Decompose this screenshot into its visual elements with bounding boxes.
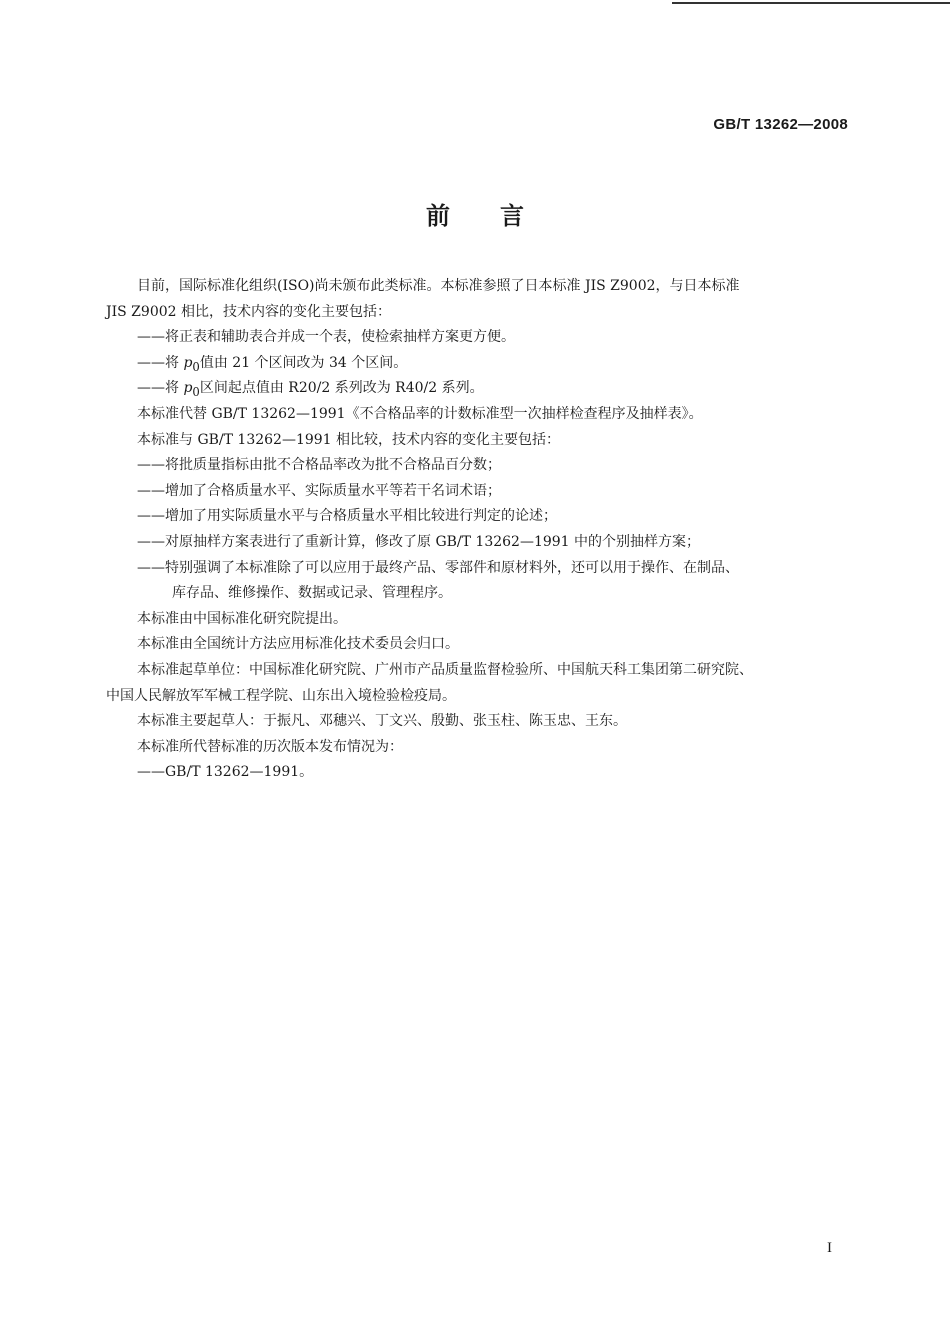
list-item: ——增加了合格质量水平、实际质量水平等若干名词术语；	[137, 482, 501, 499]
foreword-body	[106, 274, 848, 786]
list-item: ——GB/T 13262—1991。	[137, 764, 314, 781]
paragraph-line: 本标准与 GB/T 13262—1991 相比较，技术内容的变化主要包括：	[137, 431, 561, 448]
paragraph-line: 本标准代替 GB/T 13262—1991《不合格品率的计数标准型一次抽样检查程序及抽样表》。	[137, 405, 703, 422]
list-item: ——增加了用实际质量水平与合格质量水平相比较进行判定的论述；	[137, 508, 557, 525]
list-item: ——将 $p_0$值由 21 个区间改为 34 个区间。	[137, 354, 408, 374]
page-title	[0, 196, 950, 231]
list-item-continuation: 库存品、维修操作、数据或记录、管理程序。	[172, 585, 452, 602]
top-rule	[672, 2, 950, 4]
paragraph-line: 本标准主要起草人：于振凡、邓穗兴、丁文兴、殷勤、张玉柱、陈玉忠、王东。	[137, 713, 627, 730]
paragraph-line: 本标准所代替标准的历次版本发布情况为：	[137, 738, 403, 755]
paragraph-line: 本标准起草单位：中国标准化研究院、广州市产品质量监督检验所、中国航天科工集团第二研究院、	[137, 661, 753, 678]
list-item: ——特别强调了本标准除了可以应用于最终产品、零部件和原材料外，还可以用于操作、在制品、	[137, 559, 739, 576]
paragraph-line: JIS Z9002 相比，技术内容的变化主要包括：	[106, 303, 391, 320]
standard-number: GB/T 13262—2008	[713, 116, 848, 133]
title-char-2: 言	[500, 202, 524, 230]
list-item: ——对原抽样方案表进行了重新计算，修改了原 GB/T 13262—1991 中的个别抽样方案；	[137, 533, 701, 550]
page-number: I	[827, 1240, 832, 1256]
paragraph-line: 中国人民解放军军械工程学院、山东出入境检验检疫局。	[106, 687, 456, 704]
title-char-1: 前	[426, 202, 450, 230]
list-item: ——将批质量指标由批不合格品率改为批不合格品百分数；	[137, 457, 501, 474]
paragraph-line: 本标准由全国统计方法应用标准化技术委员会归口。	[137, 636, 459, 653]
paragraph-line: 目前，国际标准化组织(ISO)尚未颁布此类标准。本标准参照了日本标准 JIS Z9002，与日本标准	[137, 278, 740, 294]
list-item: ——将正表和辅助表合并成一个表，使检索抽样方案更方便。	[137, 329, 515, 346]
list-item: ——将 $p_0$区间起点值由 R20/2 系列改为 R40/2 系列。	[137, 380, 484, 400]
paragraph-line: 本标准由中国标准化研究院提出。	[137, 610, 347, 627]
